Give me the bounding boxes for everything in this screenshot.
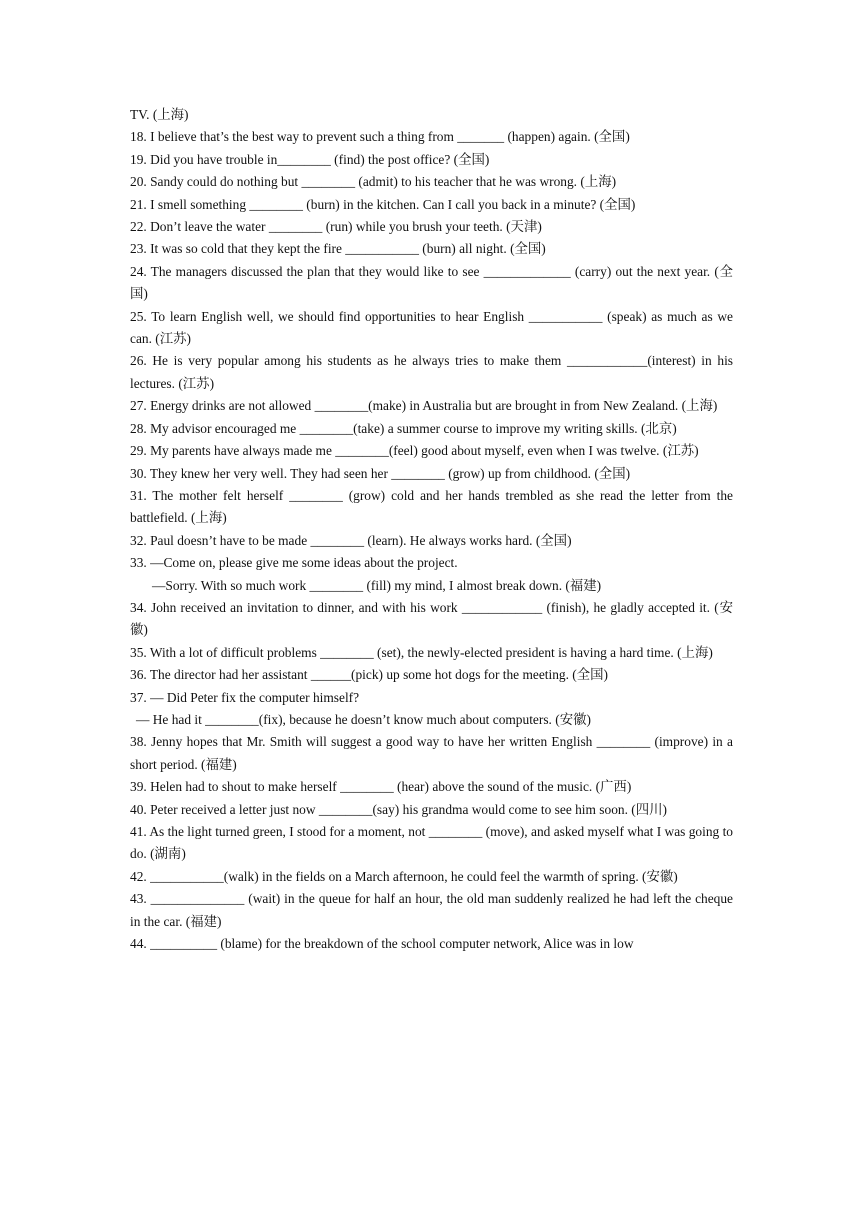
question-37: 37. — Did Peter fix the computer himself?	[130, 689, 360, 705]
question-38: 38. Jenny hopes that Mr. Smith will suggest a good way to have her written English ________ (improve) in a short period. (福建)	[130, 734, 733, 772]
question-21: 21. I smell something ________ (burn) in the kitchen. Can I call you back in a minute? (全国)	[130, 196, 636, 212]
question-27: 27. Energy drinks are not allowed ________(make) in Australia but are brought in from New Zealand. (上海)	[130, 398, 718, 414]
question-29: 29. My parents have always made me ________(feel) good about myself, even when I was twelve. (江苏)	[130, 443, 699, 459]
question-35: 35. With a lot of difficult problems ________ (set), the newly-elected president is having a hard time. (上海)	[130, 644, 713, 660]
question-30: 30. They knew her very well. They had seen her ________ (grow) up from childhood. (全国)	[130, 465, 631, 481]
question-40: 40. Peter received a letter just now ________(say) his grandma would come to see him soon. (四川)	[130, 801, 667, 817]
question-28: 28. My advisor encouraged me ________(take) a summer course to improve my writing skills. (北京)	[130, 420, 677, 436]
question-33-reply: —Sorry. With so much work ________ (fill) my mind, I almost break down. (福建)	[152, 577, 602, 593]
question-34: 34. John received an invitation to dinner, and with his work ____________ (finish), he gladly accepted it. (安徽)	[130, 599, 733, 638]
exercise-line: TV. (上海)	[130, 107, 189, 122]
question-42: 42. ___________(walk) in the fields on a March afternoon, he could feel the warmth of spring. (安徽)	[130, 868, 678, 884]
question-32: 32. Paul doesn’t have to be made ________ (learn). He always works hard. (全国)	[130, 532, 572, 548]
question-43: 43. ______________ (wait) in the queue for half an hour, the old man suddenly realized he had left the cheque in the car. (福建)	[130, 891, 733, 929]
exercise-page	[130, 104, 733, 955]
question-41: 41. As the light turned green, I stood for a moment, not ________ (move), and asked myself what I was going to do. (湖南)	[130, 824, 733, 862]
question-26: 26. He is very popular among his students as he always tries to make them ____________(interest) in his lectures. (江苏)	[130, 353, 733, 391]
question-24: 24. The managers discussed the plan that they would like to see _____________ (carry) out the next year. (全国)	[130, 263, 733, 302]
question-20: 20. Sandy could do nothing but ________ (admit) to his teacher that he was wrong. (上海)	[130, 174, 617, 190]
question-33: 33. —Come on, please give me some ideas about the project.	[130, 555, 458, 571]
question-25: 25. To learn English well, we should find opportunities to hear English ___________ (speak) as much as we can. (江苏)	[130, 308, 733, 347]
question-44: 44. __________ (blame) for the breakdown of the school computer network, Alice was in low	[130, 936, 634, 952]
question-22: 22. Don’t leave the water ________ (run) while you brush your teeth. (天津)	[130, 219, 542, 235]
question-31: 31. The mother felt herself ________ (grow) cold and her hands trembled as she read the letter from the battlefield. (上海)	[130, 487, 733, 526]
question-19: 19. Did you have trouble in________ (find) the post office? (全国)	[130, 151, 490, 167]
question-39: 39. Helen had to shout to make herself ________ (hear) above the sound of the music. (广西)	[130, 779, 632, 795]
question-37-reply: — He had it ________(fix), because he doesn’t know much about computers. (安徽)	[136, 711, 591, 727]
question-36: 36. The director had her assistant ______(pick) up some hot dogs for the meeting. (全国)	[130, 667, 608, 683]
question-18: 18. I believe that’s the best way to prevent such a thing from _______ (happen) again. (全国)	[130, 129, 630, 145]
question-23: 23. It was so cold that they kept the fire ___________ (burn) all night. (全国)	[130, 241, 546, 257]
